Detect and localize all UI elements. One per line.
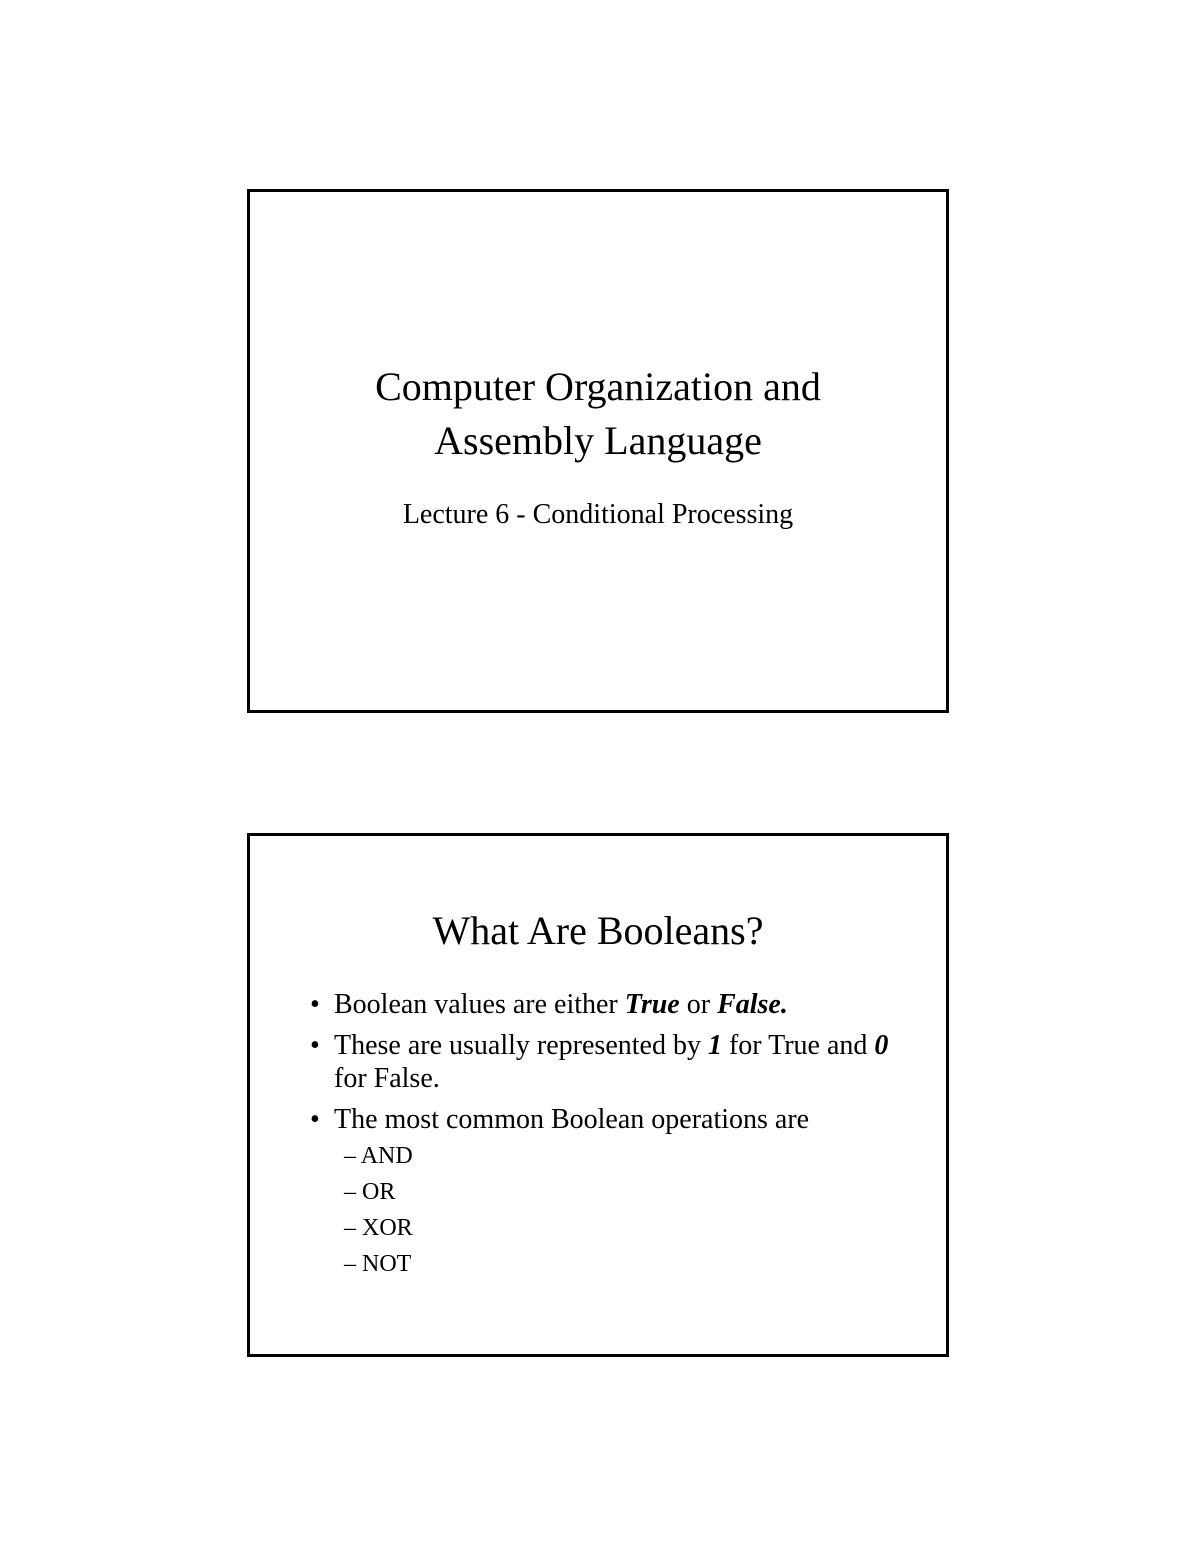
bullet-text: or [679, 989, 718, 1020]
bullet-text: for False. [334, 1063, 440, 1094]
operation-item [344, 1246, 906, 1282]
operation-item [344, 1174, 906, 1210]
emphasis-false: False. [717, 989, 788, 1020]
slide-title-heading [250, 360, 946, 468]
bullet-item [308, 1029, 906, 1095]
operations-list [344, 1138, 906, 1282]
operation-label: NOT [362, 1251, 412, 1277]
operation-label: XOR [362, 1215, 413, 1241]
bullet-item [308, 1103, 906, 1282]
bullet-text: for True and [721, 1030, 875, 1061]
lecture-subtitle: Lecture 6 - Conditional Processing [402, 499, 794, 530]
dash-icon: – [344, 1215, 356, 1241]
bullet-icon: • [310, 1030, 320, 1061]
bullet-icon: • [310, 989, 320, 1020]
operation-item [344, 1210, 906, 1246]
dash-icon: – [344, 1251, 356, 1277]
emphasis-one: 1 [707, 1030, 722, 1061]
slide-booleans [247, 833, 949, 1357]
slide-title [247, 189, 949, 713]
bullet-text: These are usually represented by [334, 1030, 708, 1061]
emphasis-zero: 0 [874, 1030, 889, 1061]
emphasis-true: True [624, 989, 680, 1020]
title-line-2: Assembly Language [434, 418, 762, 463]
operation-label: AND [360, 1143, 413, 1169]
bullet-text: The most common Boolean operations are [334, 1104, 810, 1135]
operation-label: OR [362, 1179, 396, 1205]
dash-icon: – [344, 1143, 356, 1169]
title-line-1: Computer Organization and [375, 364, 821, 409]
bullet-list [308, 988, 906, 1290]
bullet-text: Boolean values are either [334, 989, 625, 1020]
dash-icon: – [344, 1179, 356, 1205]
slide-heading: What Are Booleans? [432, 908, 764, 953]
operation-item [344, 1138, 906, 1174]
bullet-icon: • [310, 1104, 320, 1135]
bullet-item [308, 988, 906, 1021]
